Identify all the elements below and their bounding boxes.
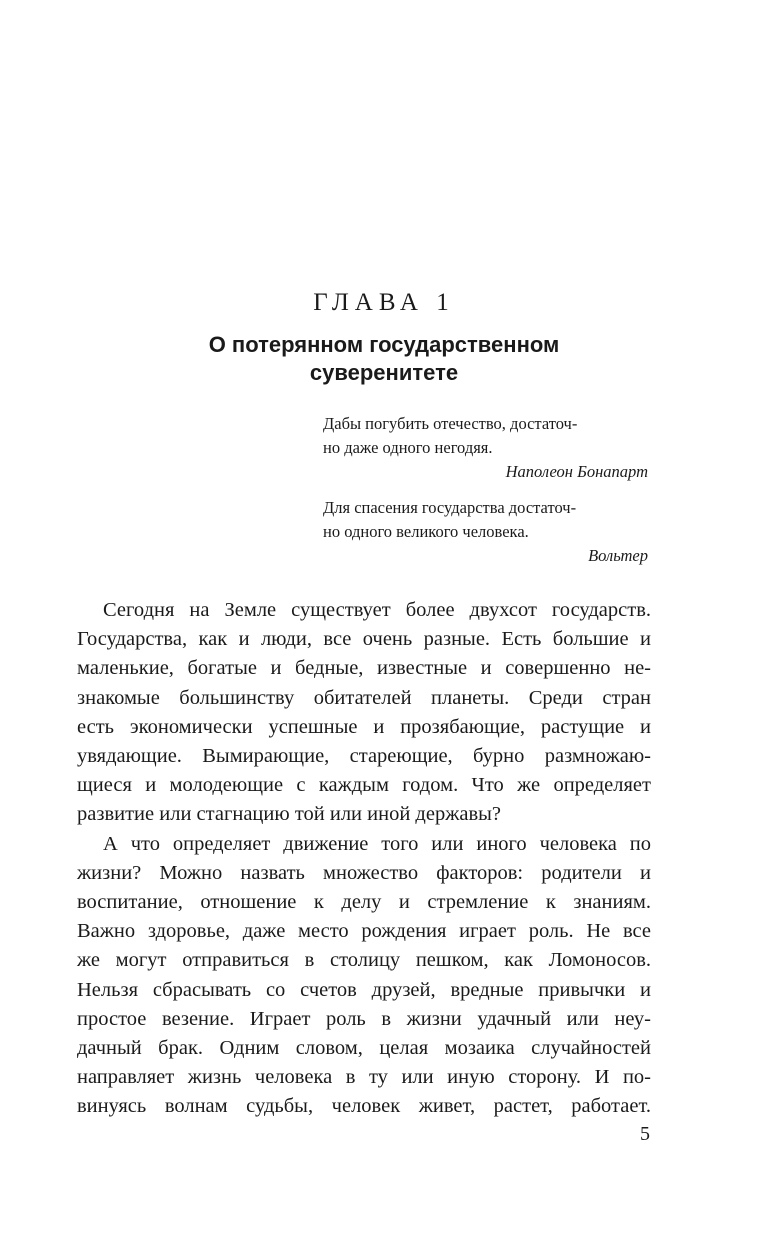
epigraph-quote-line: Дабы погубить отечество, достаточ- [323, 414, 578, 433]
epigraph-quote-line: но даже одного негодяя. [323, 438, 493, 457]
text-line: Государства, как и люди, все очень разные. Есть большие и [77, 628, 651, 651]
text-line: Важно здоровье, даже место рождения играет роль. Не все [77, 920, 651, 943]
text-line: А что определяет движение того или иного человека по [103, 832, 651, 855]
text-line: же могут отправиться в столицу пешком, как Ломоносов. [77, 949, 651, 972]
epigraph-author: Наполеон Бонапарт [505, 462, 648, 481]
epigraph-author: Вольтер [588, 546, 648, 565]
text-line: дачный брак. Одним словом, целая мозаика случайностей [77, 1037, 651, 1060]
text-line: простое везение. Играет роль в жизни удачный или неу- [77, 1007, 651, 1030]
epigraph-quote-line: Для спасения государства достаточ- [323, 498, 577, 517]
epigraph-quote-line: но одного великого человека. [323, 522, 529, 541]
text-line: маленькие, богатые и бедные, известные и совершенно не- [77, 657, 651, 680]
page-number: 5 [640, 1123, 650, 1145]
epigraph [323, 412, 648, 484]
text-line: воспитание, отношение к делу и стремление к знаниям. [77, 891, 651, 914]
text-line: знакомые большинству обитателей планеты. Среди стран [77, 686, 651, 709]
text-line: увядающие. Вымирающие, стареющие, бурно размножаю- [77, 745, 651, 768]
paragraph [77, 596, 651, 830]
text-line: развитие или стагнацию той или иной державы? [77, 803, 502, 826]
text-line: жизни? Можно назвать множество факторов: родители и [77, 861, 651, 884]
paragraph [77, 830, 651, 1122]
chapter-title [0, 331, 768, 387]
text-line: Сегодня на Земле существует более двухсот государств. [103, 599, 651, 621]
text-line: Нельзя сбрасывать со счетов друзей, вредные привычки и [77, 978, 651, 1001]
chapter-label: ГЛАВА 1 [313, 289, 455, 316]
text-line: направляет жизнь человека в ту или иную сторону. И по- [77, 1066, 651, 1089]
body-text [77, 596, 651, 1122]
chapter-title-line: О потерянном государственном [208, 332, 560, 357]
text-line: винуясь волнам судьбы, человек живет, растет, работает. [77, 1095, 651, 1118]
text-line: есть экономически успешные и прозябающие, растущие и [77, 715, 651, 738]
chapter-title-line: суверенитете [309, 360, 459, 385]
text-line: щиеся и молодеющие с каждым годом. Что же определяет [77, 774, 651, 797]
epigraph [323, 496, 648, 568]
